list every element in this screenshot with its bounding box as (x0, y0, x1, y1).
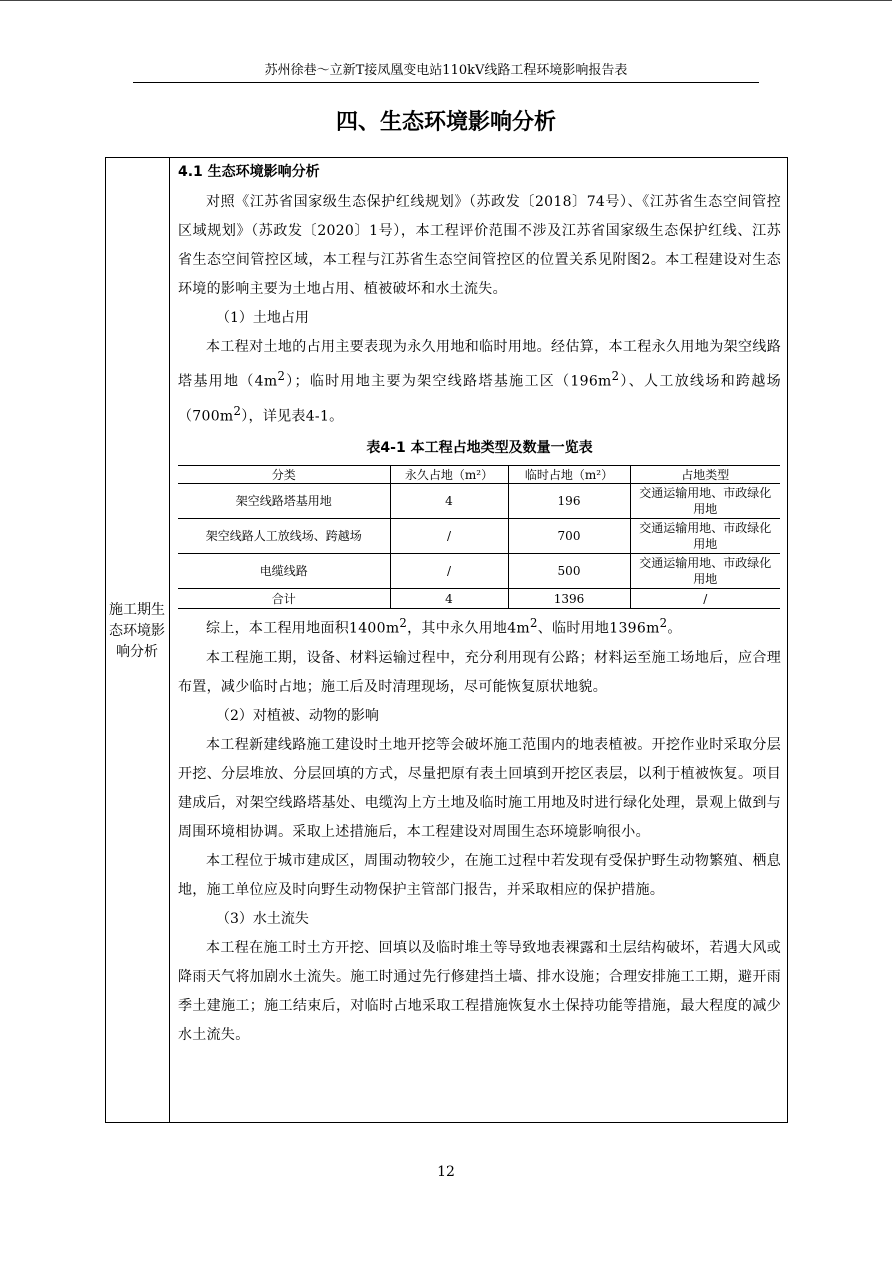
table-cell: 1396 (508, 589, 630, 609)
table-header-cell: 临时占地（m²） (508, 466, 630, 484)
vegetation-paragraph: 本工程新建线路施工建设时土地开挖等会破坏施工范围内的地表植被。开挖作业时采取分层开挖、分层堆放、分层回填的方式，尽量把原有表土回填到开挖区表层，以利于植被恢复。项目建成后，对架空线路塔基处、电缆沟上方土地及临时施工用地及时进行绿化处理，景观上做到与周围环境相协调。采取上述措施后，本工程建设对周围生态环境影响很小。 (178, 736, 781, 840)
page-top-edge (0, 0, 892, 1)
content-column (178, 160, 781, 1050)
table-cell: 交通运输用地、市政绿化用地 (630, 554, 780, 589)
frame-column-divider (169, 157, 170, 1123)
intro-paragraph: 对照《江苏省国家级生态保护红线规划》（苏政发〔2018〕74号）、《江苏省生态空间管控区域规划》（苏政发〔2020〕1号），本工程评价范围不涉及江苏省国家级生态保护红线、江苏省生态空间管控区域，本工程与江苏省生态空间管控区的位置关系见附图2。本工程建设对生态环境的影响主要为土地占用、植被破坏和水土流失。 (178, 194, 781, 297)
table-caption: 表4-1 本工程占地类型及数量一览表 (366, 440, 593, 457)
table-header-cell: 永久占地（m²） (390, 466, 508, 484)
soil-erosion-paragraph: 本工程在施工时土方开挖、回填以及临时堆土等导致地表裸露和土层结构破坏，若遇大风或降雨天气将加剧水土流失。施工时通过先行修建挡土墙、排水设施；合理安排施工工期，避开雨季土建施工；施工结束后，对临时占地采取工程措施恢复水土保持功能等措施，最大程度的减少水土流失。 (178, 939, 781, 1043)
summary-paragraph: 综上，本工程用地面积$1400m^2$，其中永久用地$4m^2$、临时用地$1396m^2$。 (206, 616, 682, 637)
chapter-title: 四、生态环境影响分析 (335, 110, 556, 135)
land-use-table (178, 465, 780, 609)
table-cell: 交通运输用地、市政绿化用地 (630, 484, 780, 519)
running-header: 苏州徐巷～立新T接凤凰变电站110kV线路工程环境影响报告表 (264, 63, 628, 78)
subheading-soil-erosion: （3）水土流失 (216, 910, 309, 927)
page-number: 12 (437, 1164, 455, 1180)
animals-paragraph: 本工程位于城市建成区，周围动物较少，在施工过程中若发现有受保护野生动物繁殖、栖息地，施工单位应及时向野生动物保护主管部门报告，并采取相应的保护措施。 (178, 852, 781, 898)
table-cell: / (630, 589, 780, 609)
table-header-row (178, 466, 780, 484)
table-cell: / (390, 554, 508, 589)
table-total-row (178, 589, 780, 609)
table-cell: 电缆线路 (178, 554, 390, 589)
table-cell: 4 (390, 484, 508, 519)
table-row (178, 484, 780, 519)
subheading-vegetation: （2）对植被、动物的影响 (216, 707, 379, 724)
table-row (178, 554, 780, 589)
table-cell: 196 (508, 484, 630, 519)
table-cell: / (390, 519, 508, 554)
table-row (178, 519, 780, 554)
table-header-cell: 占地类型 (630, 466, 780, 484)
table-cell: 4 (390, 589, 508, 609)
table-cell: 500 (508, 554, 630, 589)
side-label: 施工期生态环境影响分析 (109, 602, 165, 660)
table-header-cell: 分类 (178, 466, 390, 484)
table-cell: 700 (508, 519, 630, 554)
table-cell: 合计 (178, 589, 390, 609)
table-cell: 交通运输用地、市政绿化用地 (630, 519, 780, 554)
section-heading: 4.1 生态环境影响分析 (178, 164, 320, 180)
header-rule (133, 82, 759, 83)
subheading-land-use: （1）土地占用 (216, 310, 309, 326)
land-use-paragraph: 本工程对土地的占用主要表现为永久用地和临时用地。经估算，本工程永久用地为架空线路塔基用地$(4m^2)$；临时用地主要为架空线路塔基施工区$(196m^2)$、人工放线场和跨越场$(700m^2)$，详见表4-1。 (178, 339, 781, 425)
transport-paragraph: 本工程施工期，设备、材料运输过程中，充分利用现有公路；材料运至施工场地后，应合理布置，减少临时占地；施工后及时清理现场，尽可能恢复原状地貌。 (178, 649, 781, 695)
table-cell: 架空线路人工放线场、跨越场 (178, 519, 390, 554)
table-cell: 架空线路塔基用地 (178, 484, 390, 519)
